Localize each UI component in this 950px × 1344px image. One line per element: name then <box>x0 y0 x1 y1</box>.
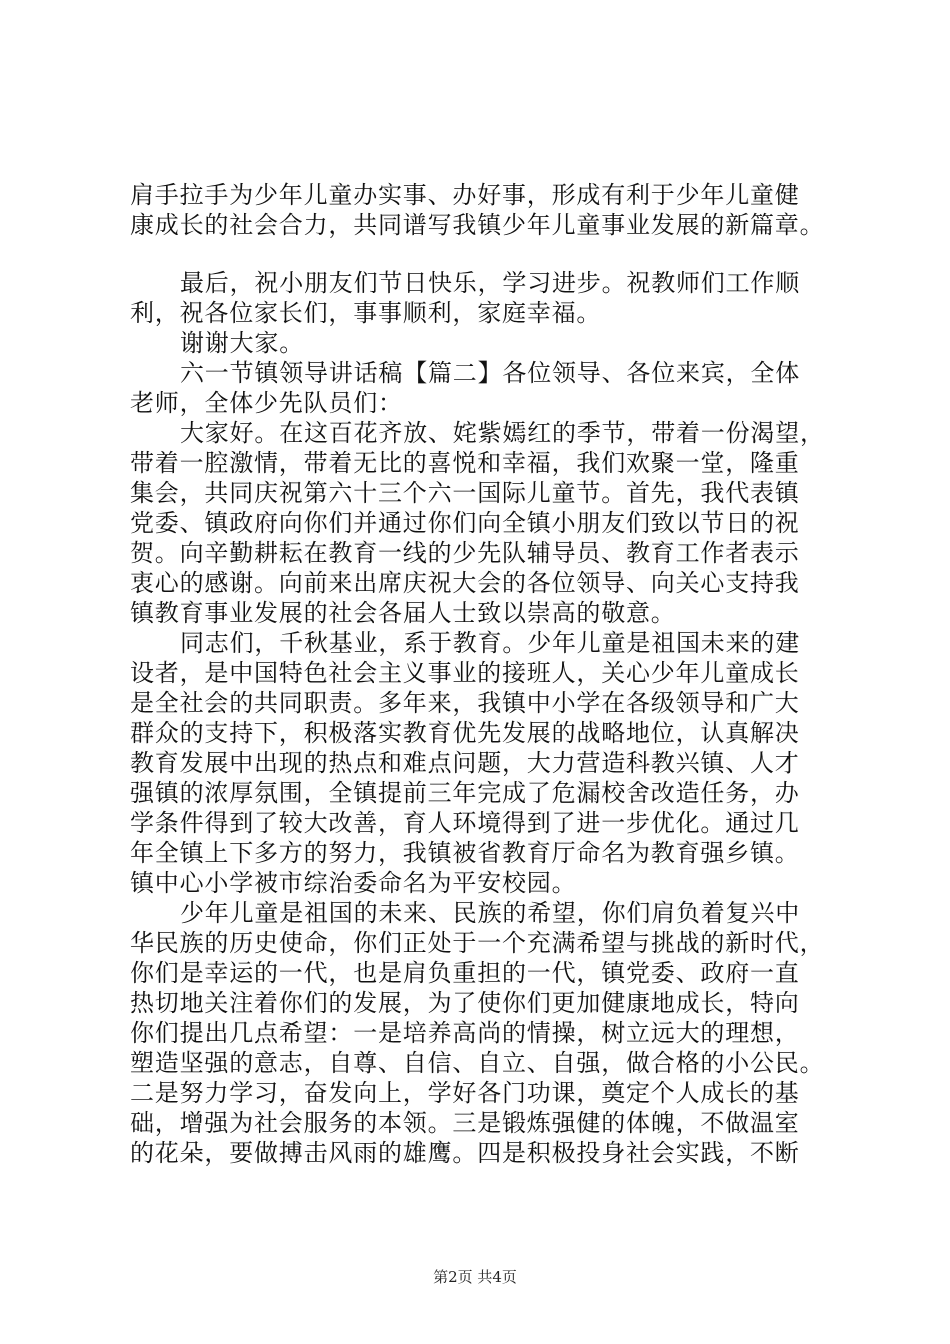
text-line: 华民族的历史使命，你们正处于一个充满希望与挑战的新时代， <box>130 929 825 957</box>
text-line: 同志们，千秋基业，系于教育。少年儿童是祖国未来的建 <box>180 629 800 657</box>
text-line: 设者，是中国特色社会主义事业的接班人，关心少年儿童成长 <box>130 659 800 687</box>
text-line: 镇教育事业发展的社会各届人士致以崇高的敬意。 <box>130 599 676 627</box>
text-line: 础，增强为社会服务的本领。三是锻炼强健的体魄，不做温室 <box>130 1109 800 1137</box>
text-line: 康成长的社会合力，共同谱写我镇少年儿童事业发展的新篇章。 <box>130 211 825 239</box>
text-line: 带着一腔激情，带着无比的喜悦和幸福，我们欢聚一堂，隆重 <box>130 449 800 477</box>
text-line: 你们是幸运的一代，也是肩负重担的一代，镇党委、政府一直 <box>130 959 800 987</box>
text-line: 镇中心小学被市综治委命名为平安校园。 <box>130 869 577 897</box>
text-line: 二是努力学习，奋发向上，学好各门功课，奠定个人成长的基 <box>130 1079 800 1107</box>
text-line: 最后，祝小朋友们节日快乐，学习进步。祝教师们工作顺 <box>180 269 800 297</box>
text-line: 塑造坚强的意志，自尊、自信、自立、自强，做合格的小公民。 <box>130 1049 825 1077</box>
text-line: 是全社会的共同职责。多年来，我镇中小学在各级领导和广大 <box>130 689 800 717</box>
text-line: 热切地关注着你们的发展，为了使你们更加健康地成长，特向 <box>130 989 800 1017</box>
text-line: 党委、镇政府向你们并通过你们向全镇小朋友们致以节日的祝 <box>130 509 800 537</box>
text-line: 六一节镇领导讲话稿【篇二】各位领导、各位来宾，全体 <box>180 359 800 387</box>
text-line: 群众的支持下，积极落实教育优先发展的战略地位，认真解决 <box>130 719 800 747</box>
text-line: 的花朵，要做搏击风雨的雄鹰。四是积极投身社会实践，不断 <box>130 1139 800 1167</box>
text-line: 你们提出几点希望：一是培养高尚的情操，树立远大的理想， <box>130 1019 800 1047</box>
main-body <box>130 268 840 1168</box>
text-line: 教育发展中出现的热点和难点问题，大力营造科教兴镇、人才 <box>130 749 800 777</box>
text-line: 衷心的感谢。向前来出席庆祝大会的各位领导、向关心支持我 <box>130 569 800 597</box>
text-line: 大家好。在这百花齐放、姹紫嫣红的季节，带着一份渴望， <box>180 419 825 447</box>
text-line: 老师，全体少先队员们： <box>130 389 403 417</box>
page-number-footer: 第2页 共4页 <box>433 1268 517 1286</box>
text-line: 强镇的浓厚氛围，全镇提前三年完成了危漏校舍改造任务，办 <box>130 779 800 807</box>
text-line: 年全镇上下多方的努力，我镇被省教育厅命名为教育强乡镇。 <box>130 839 800 867</box>
text-line: 少年儿童是祖国的未来、民族的希望，你们肩负着复兴中 <box>180 899 800 927</box>
text-line: 肩手拉手为少年儿童办实事、办好事，形成有利于少年儿童健 <box>130 181 800 209</box>
text-line: 利，祝各位家长们，事事顺利，家庭幸福。 <box>130 299 602 327</box>
paragraph-continuation <box>130 180 840 240</box>
text-line: 集会，共同庆祝第六十三个六一国际儿童节。首先，我代表镇 <box>130 479 800 507</box>
text-line: 谢谢大家。 <box>180 329 304 357</box>
text-line: 学条件得到了较大改善，育人环境得到了进一步优化。通过几 <box>130 809 800 837</box>
text-line: 贺。向辛勤耕耘在教育一线的少先队辅导员、教育工作者表示 <box>130 539 800 567</box>
